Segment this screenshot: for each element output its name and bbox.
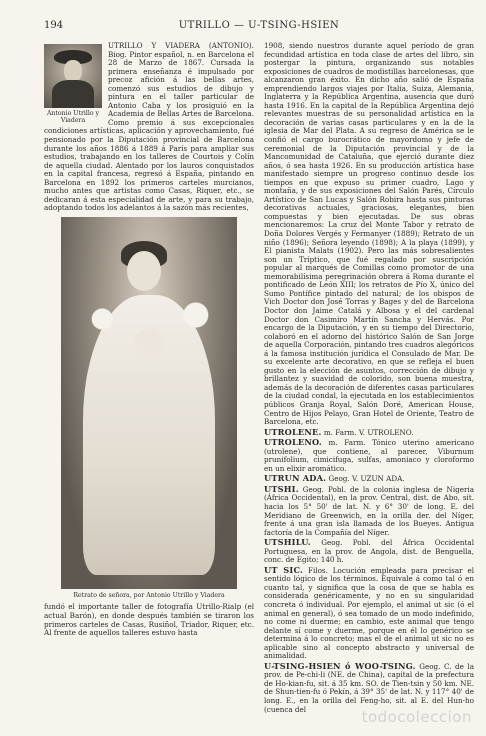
entry-headword: U-TSING-HSIEN ó WOO-TSING. xyxy=(264,660,416,671)
running-header xyxy=(44,18,474,34)
face-shape xyxy=(64,60,82,82)
entry-headword: UTROLENE. xyxy=(264,426,322,437)
entry-headword: UTROLENO. xyxy=(264,437,322,448)
body-shape xyxy=(52,80,94,108)
dictionary-entry xyxy=(264,474,474,484)
entry-list xyxy=(264,428,474,715)
running-title: UTRILLO — U-TSING-HSIEN xyxy=(178,20,340,31)
dictionary-entry xyxy=(264,538,474,565)
outro-paragraph: fundó el importante taller de fotografía Utrillo-Rialp (el actual Barón), en donde después también se tiraron los primeros carteles de Casas, Rusiñol, Triador, Riquer, etc. Al frente de aquellos talleres estuvo hasta xyxy=(44,602,254,638)
dictionary-entry xyxy=(264,566,474,661)
watermark-text: todocoleccion xyxy=(361,708,472,726)
entry-headword: UT SIC. xyxy=(264,564,304,575)
intro-paragraph: UTRILLO Y VIADERA (ANTONIO). Biog. Pintor español, n. en Barcelona el 28 de Marzo de 1867. Cursada la primera enseñanza é impulsado por precoz afición á las bellas artes, comenzó sus estudios de dibujo y pintura en el taller particular de Antonio Caba y los prosiguió en la Academia de Bellas Artes de Barcelona. Como premio á sus excepcionales condiciones artísticas, aplicación y aprovechamiento, fué pensionado por la Diputación provincial de Barcelona durante los años 1886 á 1889 á París para ampliar sus estudios, trabajando en los talleres de Courtois y Colín de aquella ciudad. Alentado por los lauros conquistados en la capital francesa, regresó á España, pintando en Barcelona en 1892 los primeros carteles murcianos, mucho antes que artistas como Casas, Riquer, etc., se dedicaran á esta especialidad de arte, y para su trabajo, adoptando todos los adelantos á la sazón más recientes, xyxy=(44,42,254,213)
entry-text: m. Farm. Tónico uterino americano (utrolene), que contiene, al parecer, Viburnum prunifolium, cimicifuga, sulfas, amoniaco y cloroformo en un elixir aromático. xyxy=(264,438,474,473)
entry-text: Geog. V. UZUN ADA. xyxy=(326,474,405,484)
entry-text: Filos. Locución empleada para precisar el sentido lógico de los términos. Equivale á como tal ó en cuanto tal, y significa que la cosa de que se habla es considerada genéricamente, y no en su singularidad concreta ó individual. Por ejemplo, el animal ut sic (ó el animal en general), ó sea tomado de un modo indefinido, no come ni duerme; en cambio, este animal que tengo delante sí come y duerme, porque en él lo genérico se determina á lo concreto; mas el de el animal ut sic no es aplicable sino al concepto abstracto y universal de animalidad. xyxy=(264,565,474,661)
painting-figure xyxy=(44,217,254,601)
figure-caption: Retrato de señora, por Antonio Utrillo y Viadera xyxy=(73,591,225,599)
painting-image xyxy=(61,217,237,589)
page xyxy=(44,18,474,718)
entry-headword: UTSHILU. xyxy=(264,537,311,548)
right-column xyxy=(264,42,474,722)
dictionary-entry xyxy=(264,438,474,473)
flowers-shape xyxy=(71,287,227,367)
entry-text: Geog. Pobl. de la colonia inglesa de Nigeria (África Occidental), en la prov. Central, dist. de Abo, sit. hacia los 5° 50' de lat. N. y 6° 30' de long. E. del Meridiano de Greenwich, en la orilla der. del Níger, frente á una gran isla llamada de los Bueyes. Antigua factoría de la Compañía del Níger. xyxy=(264,484,474,537)
entry-text: Geog. C. de la prov. de Pe-chi-li (NE. de China), capital de la prefectura de Ho-kian-fu, sit. á 35 km. SO. de Tien-tsin y 50 km. NE. de Shun-tien-fu ó Pekín, á 39° 35' de lat. N. y 117° 40' de long. E., en la orilla del Feng-ho, sit. al E. del Hun-ho (cuenca del xyxy=(264,661,474,714)
portrait-photo xyxy=(44,44,102,108)
entry-text: Geog. Pobl. del África Occidental Portuguesa, en la prov. de Angola, dist. de Benguella, conc. de Egito; 140 h. xyxy=(264,538,474,565)
entry-headword: UTRUN ADA. xyxy=(264,473,327,484)
page-number: 194 xyxy=(44,20,64,31)
body-paragraph: 1908, siendo nuestros durante aquel período de gran fecundidad artística en toda clase de artes del libro, sin postergar la pintura, organizando sus notables exposiciones de cuadros de modistillas barcelonesas, que alcanzaron gran éxito. En dicho año salió de España emprendiendo largos viajes por Italia, Suiza, Alemania, Inglaterra y la República Argentina, ausencia que duró hasta 1916. En la capital de la República Argentina dejó relevantes muestras de su personalidad artística en la decoración de varias casas particulares y en la de la iglesia de Mar del Plata. A su regreso de América se le confió el cargo burocrático de mayordomo y jefe de ceremonial de la Diputación provincial y de la Mancomunidad de Cataluña, que ejerció durante diez años, ó sea hasta 1926. En su producción artística hase manifestado siempre un progreso continuo desde los tiempos en que expuso su primer cuadro, Lago y montaña, y de sus exposiciones del Salón Parés, Círculo Artístico de San Lucas y Salón Robira hasta sus pinturas decorativas actuales, graciosas, elegantes, bien compuestas y bien ejecutadas. De sus obras mencionaremos: La cruz del Monte Tabor y retrato de Doña Dolores Vergés y Fermanyer (1889); Retrato de un niño (1896); Señora leyendo (1898); A la playa (1899), y El pianista Malats (1902). Pero las más sobresalientes son un Tríptico, que fué regalado por suscripción popular al marqués de Comillas como promotor de una memorabilísima peregrinación obrera á Roma durante el pontificado de León XIII; los retratos de Pío X, único del Sumo Pontífice pintado del natural; de los obispos de Vich Doctor don José Torras y Bages y del de Barcelona Doctor don Jaime Catalá y Albosa y el del cardenal Doctor don Casimiro Martín Sancha y Hervás. Por encargo de la Diputación, y en su tiempo del Directorio, colaboró en el adorno del histórico Salón de San Jorge de aquella Corporación, pintando tres cuadros alegóricos á la famosa institución jurídica el Consulado de Mar. De su excelente arte decorativo, en que se refleja el buen gusto en la elección de asuntos, corrección de dibujo y brillantez y suavidad de colorido, son buena muestra, además de la decoración de diferentes casas particulares de la ciudad condal, la ejecutada en los establecimientos públicos Granja Royal, Salón Doré, American House, Centro de Hijos Pelayo, Gran Hotel de Oriente, Teatro de Barcelona, etc. xyxy=(264,42,474,427)
entry-headword: UTSHI. xyxy=(264,483,299,494)
dictionary-entry xyxy=(264,428,474,438)
dictionary-entry xyxy=(264,485,474,537)
entry-text: m. Farm. V. UTROLENO. xyxy=(321,427,414,437)
head-shape xyxy=(127,251,161,291)
dictionary-entry xyxy=(264,662,474,714)
portrait-caption: Antonio Utrillo y Viadera xyxy=(46,110,100,124)
left-column xyxy=(44,42,254,722)
portrait-figure xyxy=(44,44,102,124)
